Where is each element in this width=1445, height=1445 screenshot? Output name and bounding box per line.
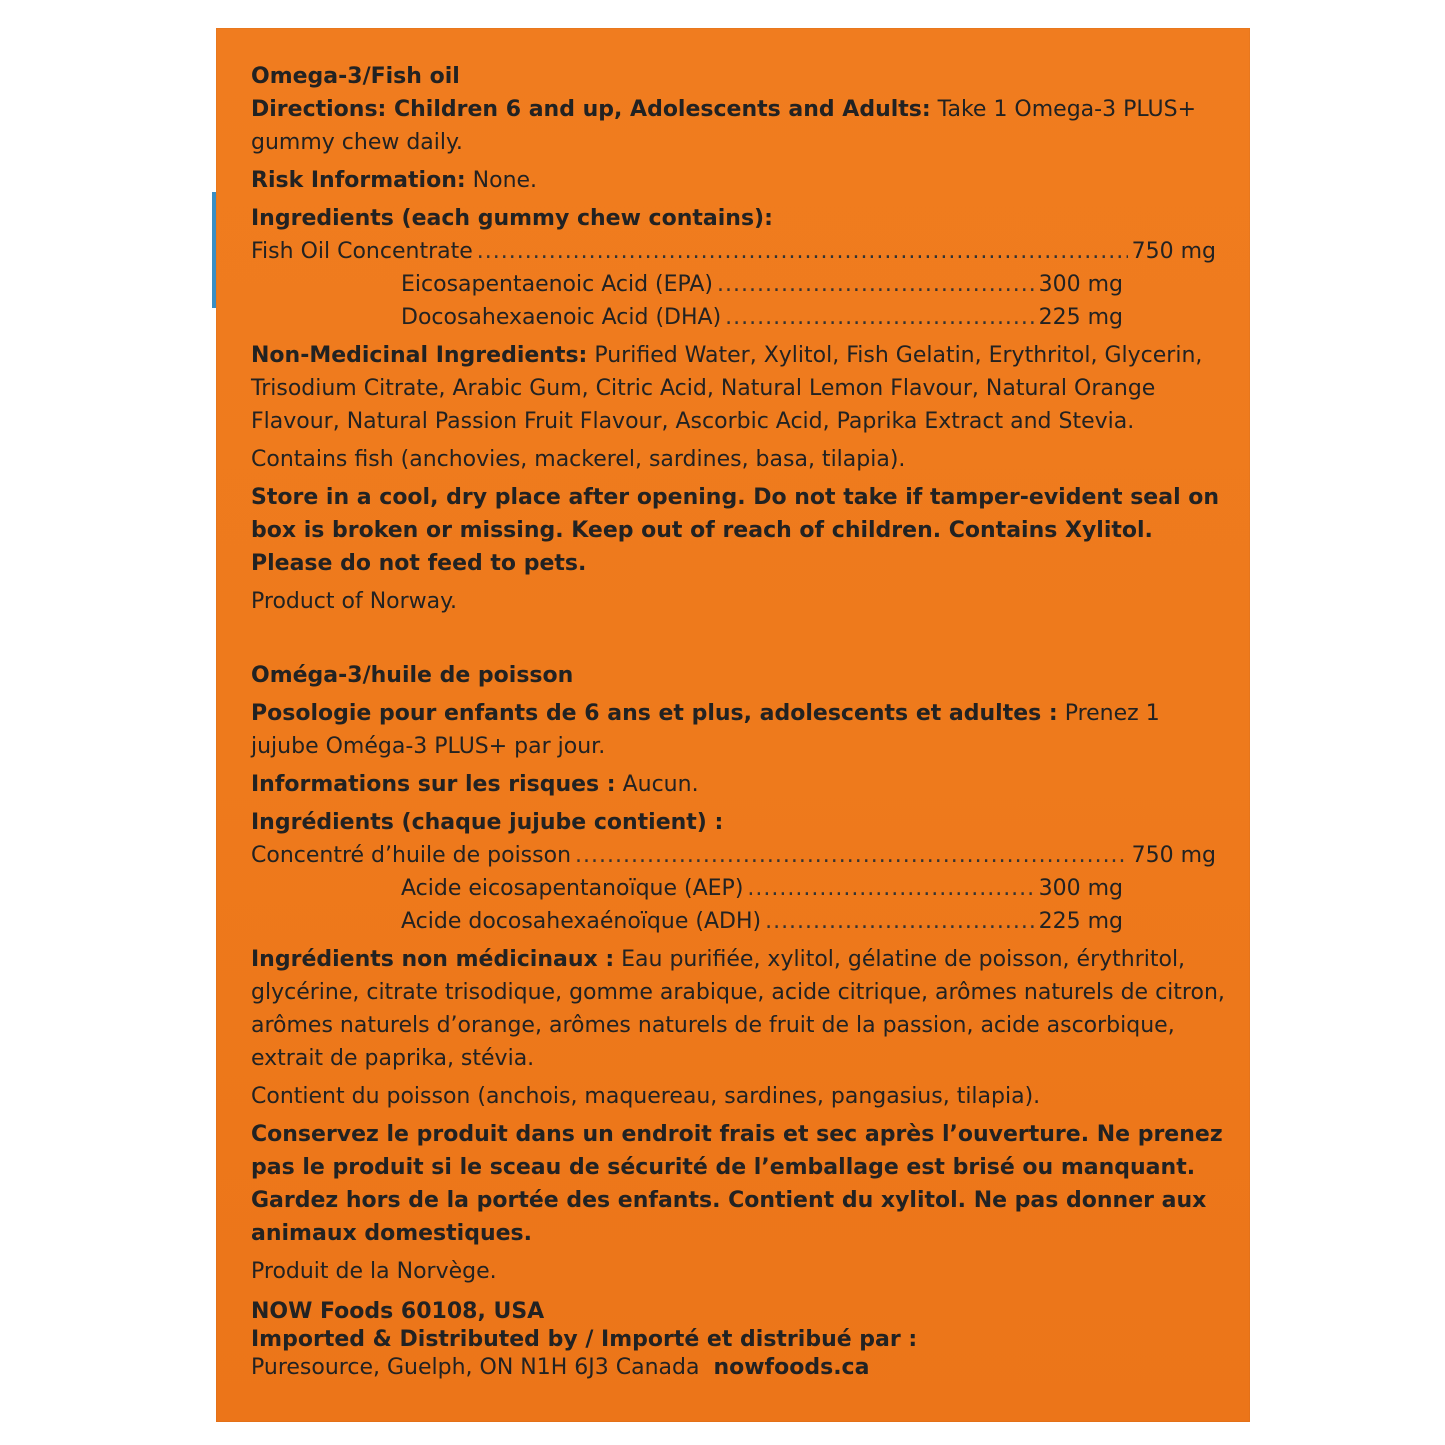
english-origin: Product of Norway. (251, 589, 458, 614)
english-directions (251, 93, 1226, 159)
directions-label: Directions: Children 6 and up, Adolescents and Adults: (251, 97, 931, 122)
ingredients-heading: Ingrédients (chaque jujube contient) : (251, 810, 724, 835)
risk-text: None. (465, 168, 538, 193)
ingredient-amount: 750 mg (1131, 239, 1216, 264)
english-storage: Store in a cool, dry place after opening. Do not take if tamper-evident seal on box is broken or missing. Keep out of reach of children. Contains Xylitol. Please do not feed to pets. (251, 485, 1220, 576)
risk-text: Aucun. (615, 772, 699, 797)
dot-leader (725, 301, 1034, 334)
ingredient-amount: 225 mg (1038, 305, 1123, 330)
importer-label: Imported & Distributed by / Importé et distribué par : (251, 1327, 918, 1352)
importer-address-line (251, 1354, 1226, 1382)
dot-leader (477, 235, 1128, 268)
nonmedicinal-text: Purified Water, Xylitol, Fish Gelatin, Erythritol, Glycerin, Trisodium Citrate, Arabic Gum, Citric Acid, Natural Lemon Flavour, Natural Orange Flavour, Natural Passion Fruit Flavour, Ascorbic Acid, Paprika Extract and Stevia. (251, 343, 1203, 434)
dot-leader (575, 839, 1128, 872)
ingredient-name: Concentré d’huile de poisson (251, 843, 572, 868)
website: nowfoods.ca (713, 1355, 870, 1380)
ingredient-name: Eicosapentaenoic Acid (EPA) (401, 272, 714, 297)
french-title: Oméga-3/huile de poisson (251, 663, 574, 688)
nonmedicinal-label: Non-Medicinal Ingredients: (251, 343, 588, 368)
directions-label: Posologie pour enfants de 6 ans et plus, adolescents et adultes : (251, 701, 1058, 726)
french-section (251, 659, 1226, 1288)
nonmedicinal-label: Ingrédients non médicinaux : (251, 947, 615, 972)
english-title: Omega-3/Fish oil (251, 64, 460, 89)
french-risk (251, 768, 1226, 801)
ingredients-heading: Ingredients (each gummy chew contains): (251, 206, 773, 231)
english-allergen: Contains fish (anchovies, mackerel, sardines, basa, tilapia). (251, 447, 906, 472)
ingredient-amount: 300 mg (1038, 272, 1123, 297)
nonmedicinal-text: Eau purifiée, xylitol, gélatine de poisson, érythritol, glycérine, citrate trisodique, gomme arabique, acide citrique, arômes naturels de citron, arômes naturels d’orange, arômes naturels de fruit de la passion, acide ascorbique, extrait de paprika, stévia. (251, 947, 1225, 1071)
ingredient-name: Docosahexaenoic Acid (DHA) (401, 305, 722, 330)
manufacturer: NOW Foods 60108, USA (251, 1299, 545, 1324)
importer-address: Puresource, Guelph, ON N1H 6J3 Canada (251, 1355, 700, 1380)
directions-text: Take 1 Omega-3 PLUS+ gummy chew daily. (251, 97, 1197, 155)
english-risk (251, 164, 1226, 197)
ingredient-amount: 300 mg (1038, 876, 1123, 901)
risk-label: Informations sur les risques : (251, 772, 616, 797)
directions-text: Prenez 1 jujube Oméga-3 PLUS+ par jour. (251, 701, 1160, 759)
ingredient-row (401, 268, 1123, 301)
english-nonmedicinal (251, 339, 1226, 438)
french-storage: Conservez le produit dans un endroit frais et sec après l’ouverture. Ne prenez pas le produit si le sceau de sécurité de l’emballage est brisé ou manquant. Gardez hors de la portée des enfants. Contient du xylitol. Ne pas donner aux animaux domestiques. (251, 1122, 1223, 1246)
section-spacer (251, 623, 1226, 659)
ingredient-row (251, 235, 1216, 268)
french-allergen: Contient du poisson (anchois, maquereau, sardines, pangasius, tilapia). (251, 1084, 1041, 1109)
ingredient-row (401, 872, 1123, 905)
french-nonmedicinal (251, 943, 1226, 1075)
ingredient-row (401, 301, 1123, 334)
dot-leader (765, 905, 1035, 938)
dot-leader (717, 268, 1035, 301)
dot-leader (747, 872, 1034, 905)
risk-label: Risk Information: (251, 168, 466, 193)
ingredient-name: Acide docosahexaénoïque (ADH) (401, 909, 762, 934)
ingredient-row (401, 905, 1123, 938)
ingredient-amount: 750 mg (1131, 843, 1216, 868)
label-footer (251, 1298, 1226, 1382)
ingredient-name: Acide eicosapentanoïque (AEP) (401, 876, 744, 901)
ingredient-row (251, 839, 1216, 872)
ingredient-amount: 225 mg (1038, 909, 1123, 934)
ingredient-name: Fish Oil Concentrate (251, 239, 473, 264)
french-origin: Produit de la Norvège. (251, 1259, 497, 1284)
label-content (251, 60, 1226, 1382)
english-section (251, 60, 1226, 618)
french-directions (251, 697, 1226, 763)
